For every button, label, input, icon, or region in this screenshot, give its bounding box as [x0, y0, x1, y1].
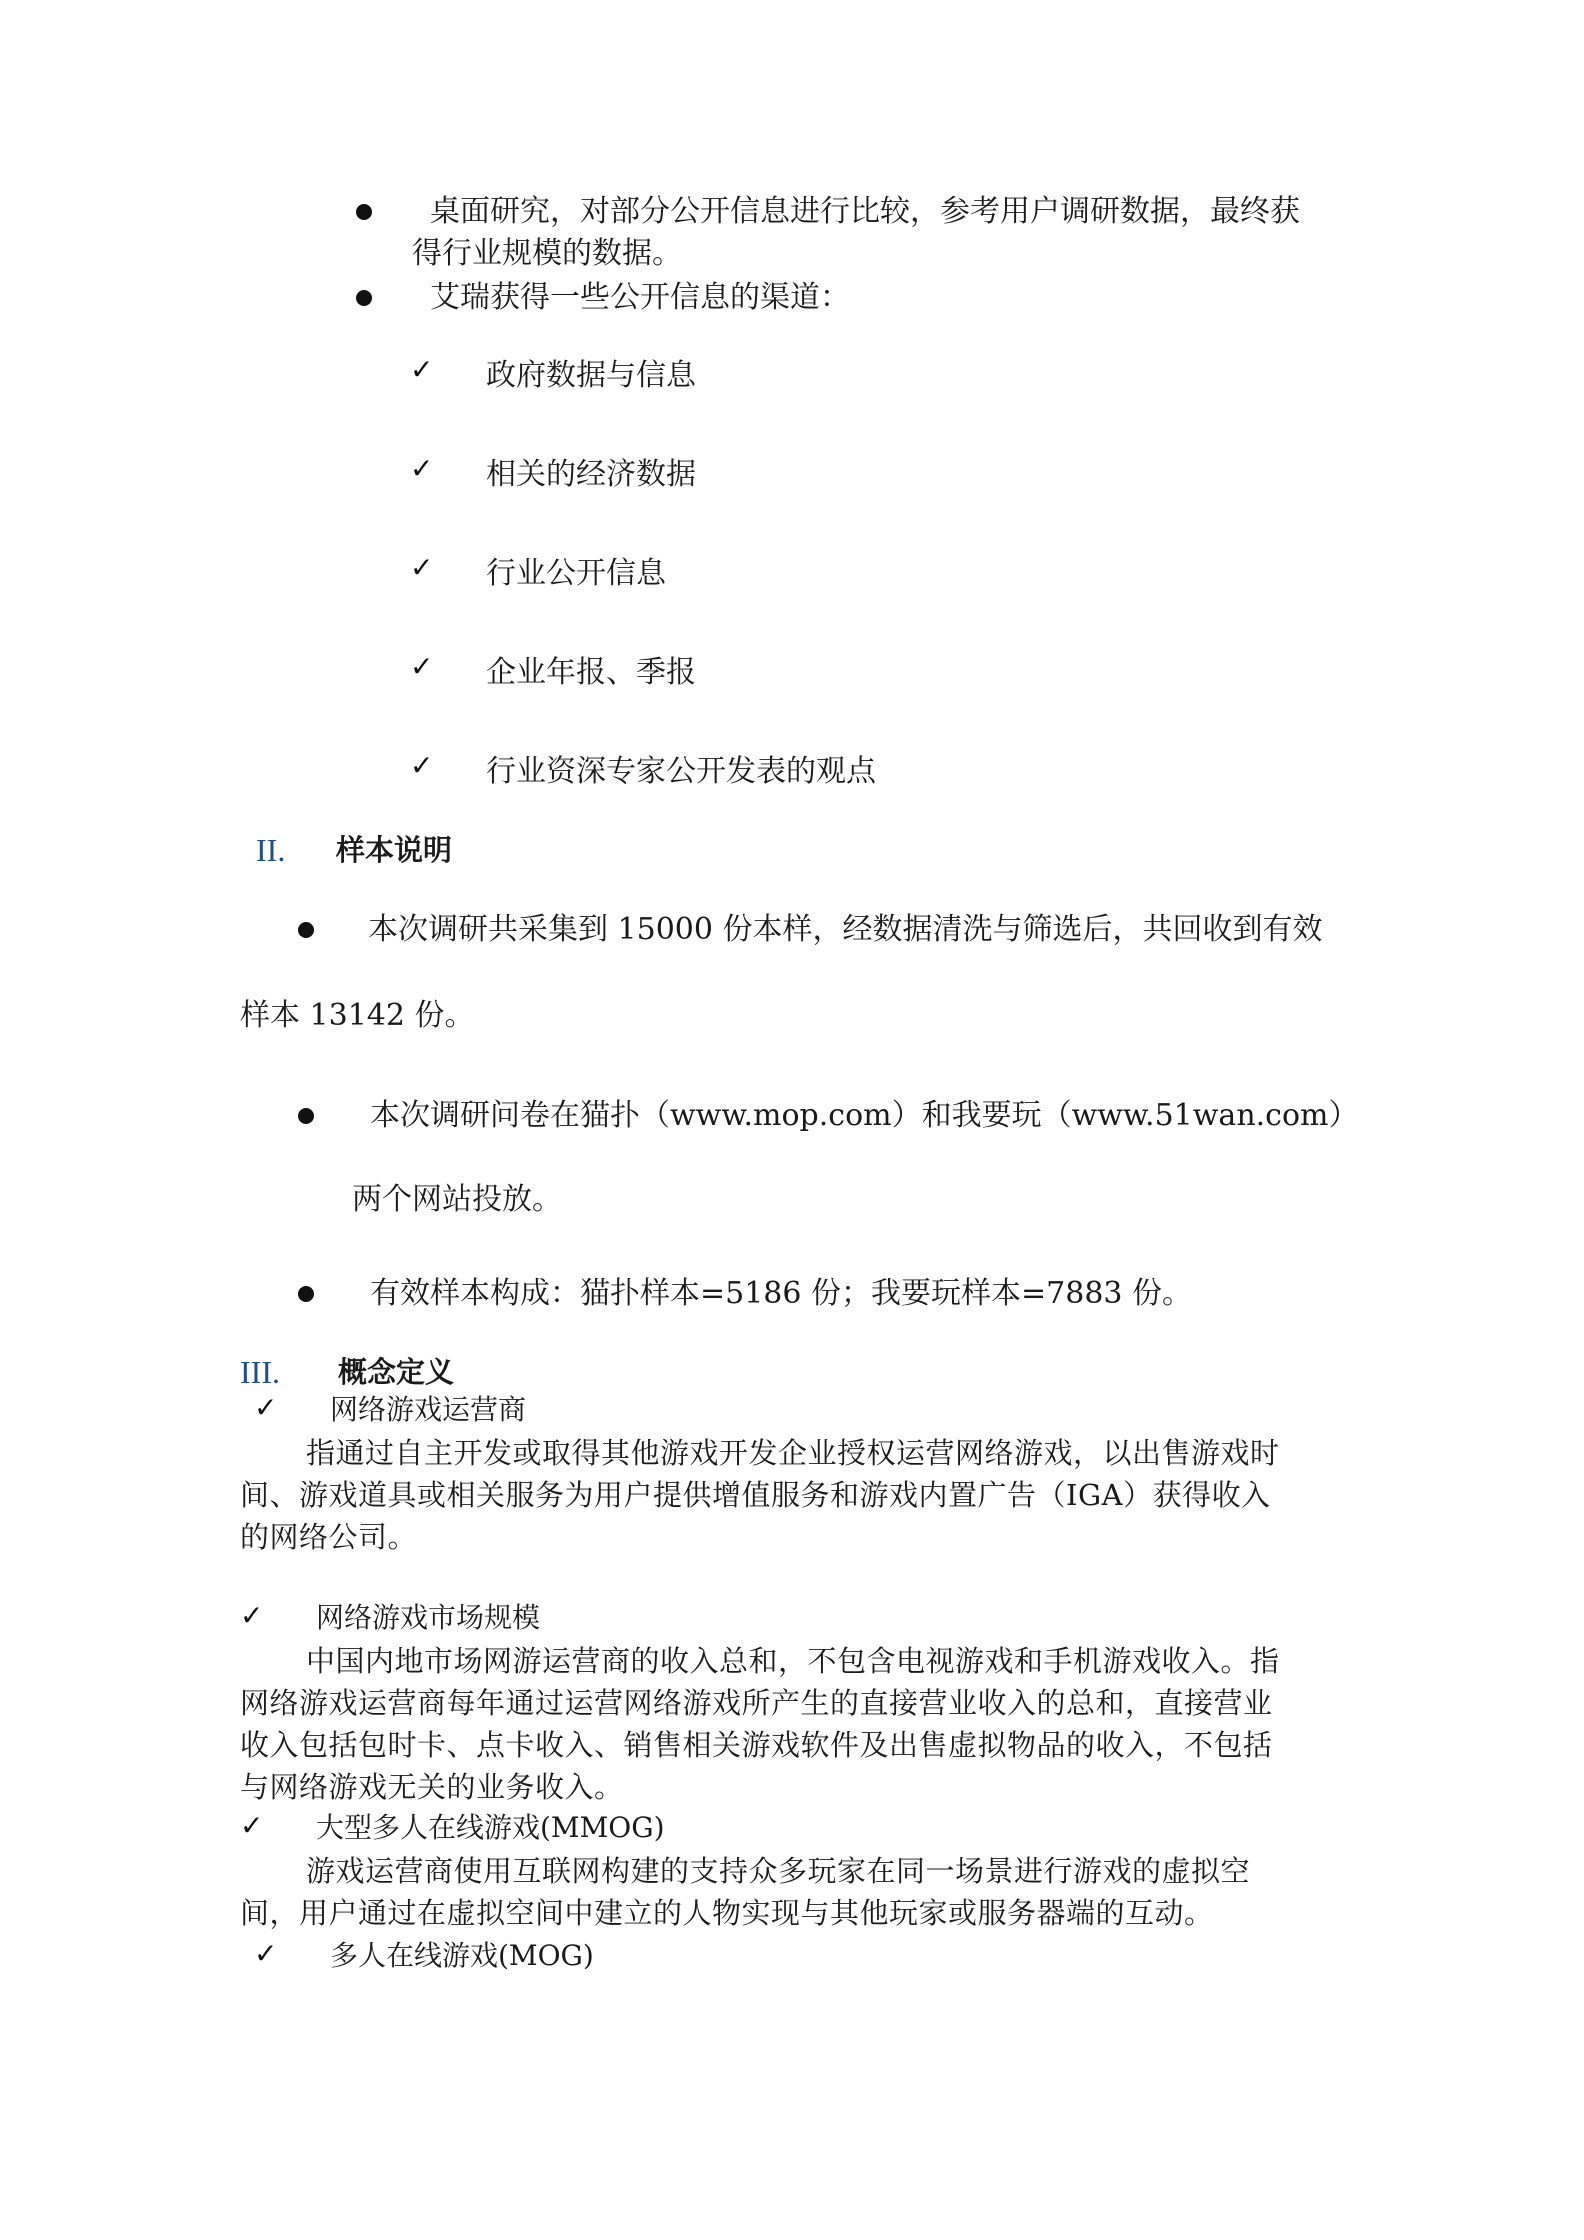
- sample-line1: 本次调研共采集到 15000 份本样，经数据清洗与筛选后，共回收到有效: [368, 912, 1323, 947]
- section-title: 概念定义: [338, 1355, 455, 1389]
- checkmark-icon: ✓: [410, 452, 434, 485]
- section-number: II.: [256, 832, 286, 868]
- sample-composition: 有效样本构成：猫扑样本=5186 份；我要玩样本=7883 份。: [370, 1276, 1193, 1311]
- definition-text: 游戏运营商使用互联网构建的支持众多玩家在同一场景进行游戏的虚拟空: [306, 1854, 1251, 1888]
- channel-item: 行业资深专家公开发表的观点: [486, 754, 876, 789]
- checkmark-icon: ✓: [240, 1599, 264, 1632]
- desk-research-line1: 桌面研究，对部分公开信息进行比较，参考用户调研数据，最终获: [430, 194, 1300, 229]
- survey-sites-line1: 本次调研问卷在猫扑（www.mop.com）和我要玩（www.51wan.com）: [370, 1098, 1359, 1133]
- definition-title: 大型多人在线游戏(MMOG): [316, 1811, 665, 1844]
- bullet-icon: [356, 204, 372, 220]
- definition-text: 间、游戏道具或相关服务为用户提供增值服务和游戏内置广告（IGA）获得收入: [240, 1478, 1271, 1512]
- checkmark-icon: ✓: [240, 1809, 264, 1842]
- checkmark-icon: ✓: [254, 1937, 278, 1970]
- bullet-icon: [356, 290, 372, 306]
- section-number: III.: [240, 1354, 280, 1390]
- section-title: 样本说明: [336, 833, 453, 867]
- channel-item: 相关的经济数据: [486, 457, 696, 492]
- checkmark-icon: ✓: [410, 551, 434, 584]
- definition-text: 指通过自主开发或取得其他游戏开发企业授权运营网络游戏，以出售游戏时: [306, 1436, 1280, 1470]
- channel-item: 企业年报、季报: [486, 655, 696, 690]
- checkmark-icon: ✓: [410, 749, 434, 782]
- survey-sites-line2: 两个网站投放。: [352, 1182, 562, 1217]
- definition-text: 网络游戏运营商每年通过运营网络游戏所产生的直接营业收入的总和，直接营业: [240, 1686, 1273, 1720]
- checkmark-icon: ✓: [410, 650, 434, 683]
- definition-title: 网络游戏市场规模: [316, 1601, 541, 1634]
- definition-text: 与网络游戏无关的业务收入。: [240, 1770, 624, 1804]
- channel-item: 政府数据与信息: [486, 358, 696, 393]
- definition-title: 多人在线游戏(MOG): [330, 1939, 594, 1972]
- definition-text: 收入包括包时卡、点卡收入、销售相关游戏软件及出售虚拟物品的收入，不包括: [240, 1728, 1273, 1762]
- channel-item: 行业公开信息: [486, 556, 666, 591]
- sample-line2: 样本 13142 份。: [240, 998, 475, 1033]
- checkmark-icon: ✓: [254, 1391, 278, 1424]
- channels-intro: 艾瑞获得一些公开信息的渠道：: [430, 280, 850, 315]
- bullet-icon: [298, 1286, 314, 1302]
- desk-research-line2: 得行业规模的数据。: [412, 236, 682, 271]
- definition-text: 的网络公司。: [240, 1520, 418, 1554]
- definition-text: 中国内地市场网游运营商的收入总和，不包含电视游戏和手机游戏收入。指: [306, 1644, 1280, 1678]
- definition-text: 间，用户通过在虚拟空间中建立的人物实现与其他玩家或服务器端的互动。: [240, 1896, 1214, 1930]
- checkmark-icon: ✓: [410, 353, 434, 386]
- bullet-icon: [298, 922, 314, 938]
- definition-title: 网络游戏运营商: [330, 1393, 527, 1426]
- bullet-icon: [298, 1108, 314, 1124]
